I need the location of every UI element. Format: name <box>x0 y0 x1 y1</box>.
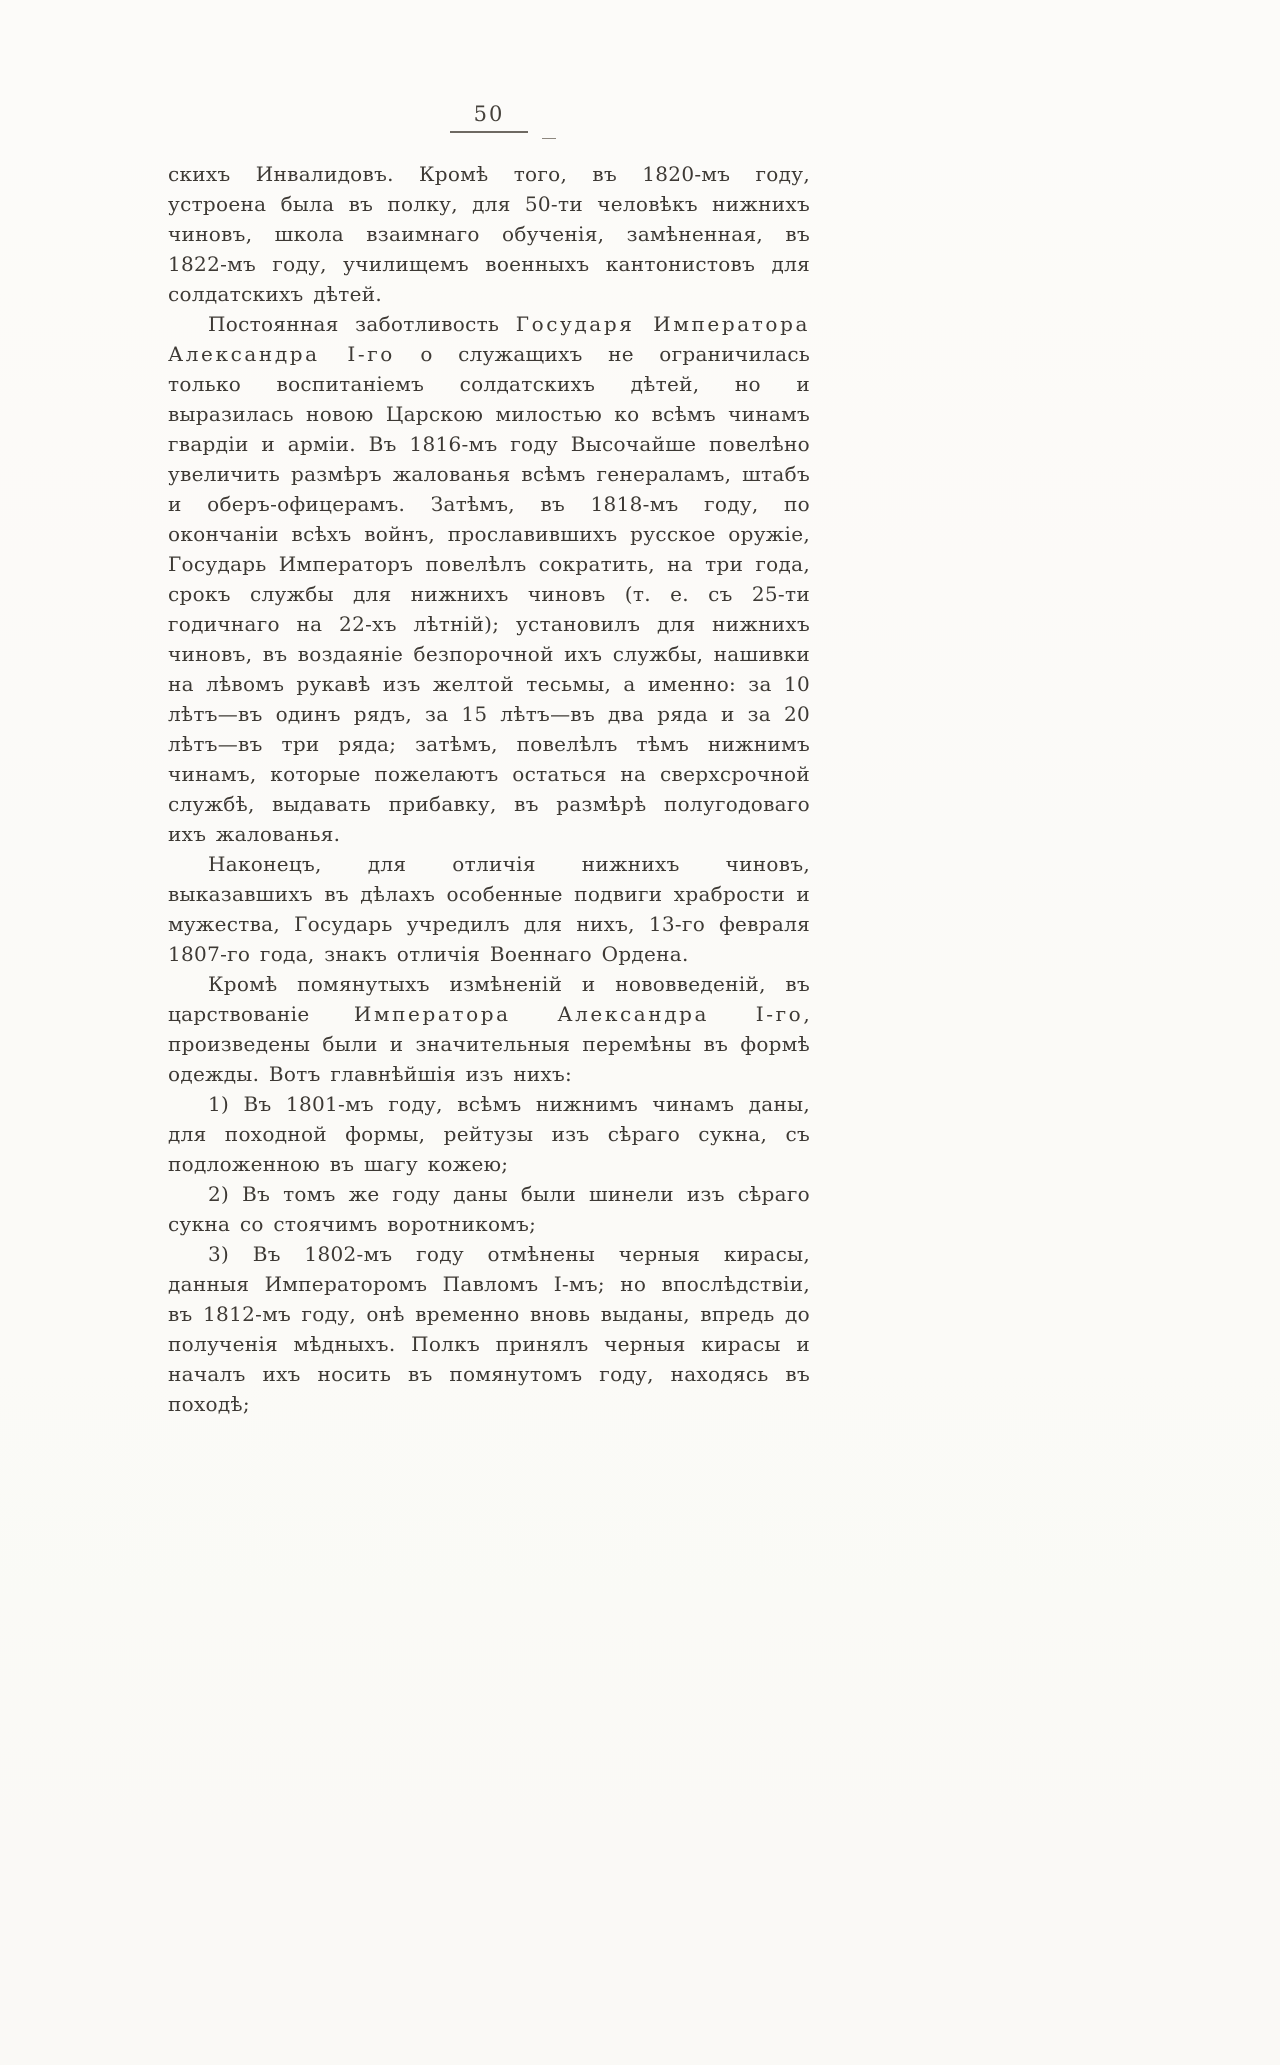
paragraph-numbered-item-1 <box>168 1089 810 1179</box>
text-run: 1) Въ 1801-мъ году, всѣмъ нижнимъ чинамъ даны, для походной формы, рейтузы изъ сѣраго сукна, съ подложенною въ шагу кожею; <box>168 1092 810 1176</box>
paragraph-numbered-item-2 <box>168 1179 810 1239</box>
text-run: , произведены были и значительныя перемѣны въ формѣ одежды. Вотъ главнѣйшія изъ нихъ: <box>168 1002 810 1086</box>
page-header <box>168 0 810 133</box>
text-run: Наконецъ, для отличія нижнихъ чиновъ, выказавшихъ въ дѣлахъ особенные подвиги храбрости и мужества, Государь учредилъ для нихъ, 13-го февраля 1807-го года, знакъ отличія Военнаго Ордена. <box>168 852 810 966</box>
paragraph <box>168 969 810 1089</box>
text-run: Кромѣ помянутыхъ измѣненій и нововведеній, въ царствованіе <box>168 972 810 1026</box>
page-number-rule <box>450 131 528 133</box>
text-run: о служащихъ не ограничилась только воспитаніемъ солдатскихъ дѣтей, но и выразилась новою Царскою милостью ко всѣмъ чинамъ гвардіи и арміи. Въ 1816-мъ году Высочайше повелѣно увеличить размѣръ жалованья всѣмъ генераламъ, штабъ и оберъ-офицерамъ. Затѣмъ, въ 1818-мъ году, по окончаніи всѣхъ войнъ, прославившихъ русское оружіе, Государь Императоръ повелѣлъ сократить, на три года, срокъ службы для нижнихъ чиновъ (т. е. съ 25-ти годичнаго на 22-хъ лѣтній); установилъ для нижнихъ чиновъ, въ воздаяніе безпорочной ихъ службы, нашивки на лѣвомъ рукавѣ изъ желтой тесьмы, а именно: за 10 лѣтъ—въ одинъ рядъ, за 15 лѣтъ—въ два ряда и за 20 лѣтъ—въ три ряда; затѣмъ, повелѣлъ тѣмъ нижнимъ чинамъ, которые пожелаютъ остаться на сверхсрочной службѣ, выдавать прибавку, въ размѣрѣ полугодоваго ихъ жалованья. <box>168 342 811 846</box>
page-number: 50 <box>473 102 505 126</box>
text-block <box>168 159 810 1419</box>
text-run: скихъ Инвалидовъ. Кромѣ того, въ 1820-мъ году, устроена была въ полку, для 50-ти человѣкъ нижнихъ чиновъ, школа взаимнаго обученія, замѣненная, въ 1822-мъ году, училищемъ военныхъ кантонистовъ для солдатскихъ дѣтей. <box>168 162 810 306</box>
text-run: 3) Въ 1802-мъ году отмѣнены черныя кирасы, данныя Императоромъ Павломъ I-мъ; но впослѣдствіи, въ 1812-мъ году, онѣ временно вновь выданы, впредь до полученія мѣдныхъ. Полкъ принялъ черныя кирасы и началъ ихъ носить въ помянутомъ году, находясь въ походѣ; <box>168 1242 810 1416</box>
paragraph <box>168 159 810 309</box>
paragraph <box>168 309 810 849</box>
paragraph <box>168 849 810 969</box>
emphasized-text-run: Государя Императора Александра I-го <box>168 312 810 366</box>
paragraph-numbered-item-3 <box>168 1239 810 1419</box>
text-run: 2) Въ томъ же году даны были шинели изъ сѣраго сукна со стоячимъ воротникомъ; <box>168 1182 810 1236</box>
page-content <box>168 0 810 1419</box>
text-run: Постоянная заботливость <box>208 312 516 336</box>
emphasized-text-run: Императора Александра I-го <box>353 1002 804 1026</box>
